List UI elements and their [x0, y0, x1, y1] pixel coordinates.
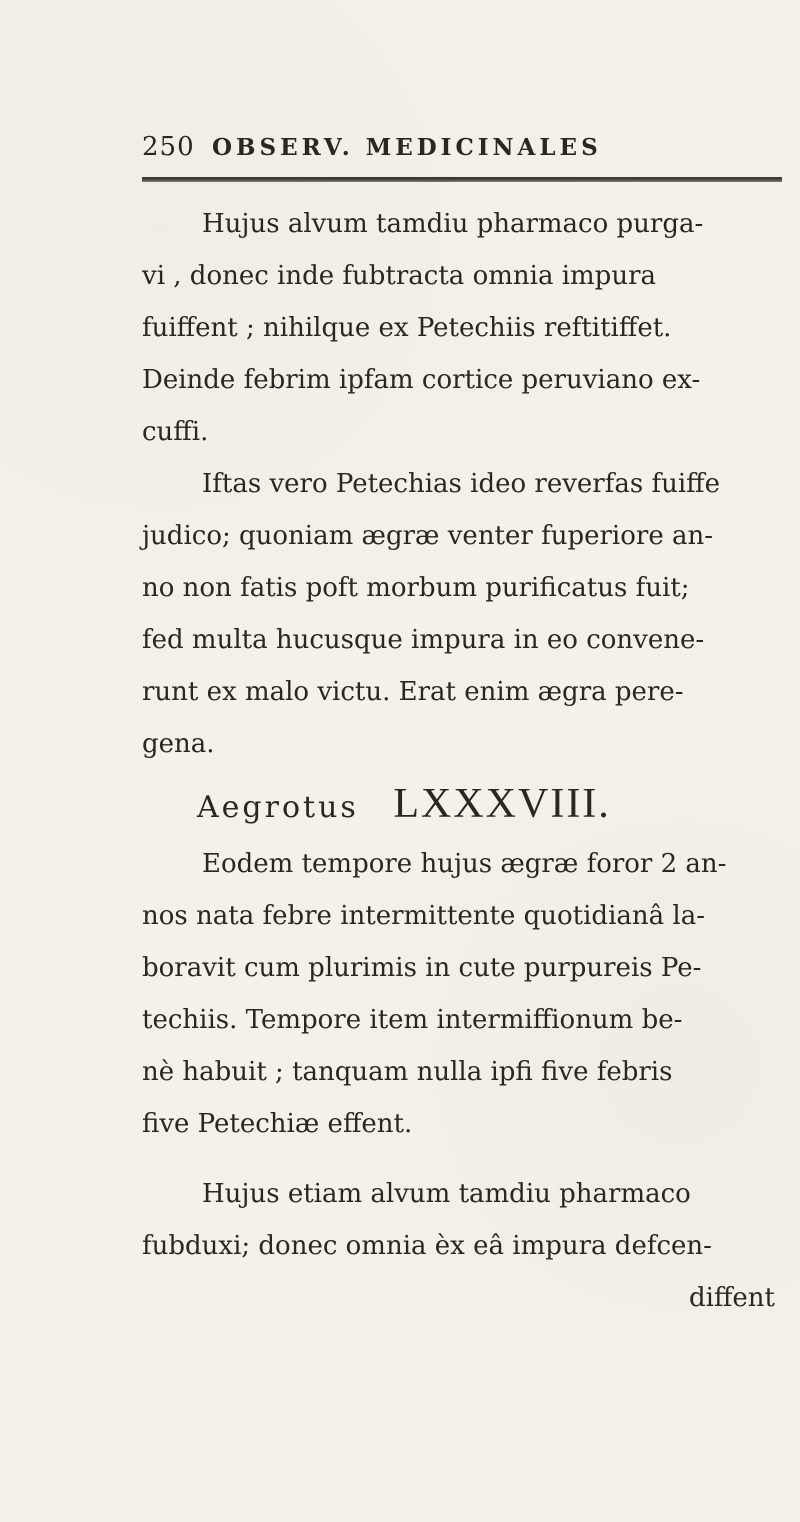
main-text — [142, 198, 787, 1324]
page-number: 250 — [142, 132, 195, 162]
paragraph-spacer — [142, 1150, 787, 1168]
text-line: Eodem tempore hujus ægræ foror 2 an- — [202, 849, 727, 879]
text-line: judico; quoniam ægræ venter fuperiore an- — [142, 521, 713, 551]
text-line: fuiffent ; nihilque ex Petechiis reftitiffet. — [142, 313, 672, 343]
heading-number: LXXXVIII. — [393, 781, 611, 827]
text-line: Deinde febrim ipfam cortice peruviano ex- — [142, 365, 701, 395]
text-line: boravit cum plurimis in cute purpureis Pe- — [142, 953, 702, 983]
text-line: five Petechiæ effent. — [142, 1109, 413, 1139]
section-heading — [142, 770, 787, 838]
catchword: diffent — [688, 1283, 775, 1313]
text-line: Hujus alvum tamdiu pharmaco purga- — [202, 209, 704, 239]
running-head: OBSERV. MEDICINALES — [212, 134, 602, 161]
heading-prefix: Aegrotus — [197, 790, 359, 825]
text-line: Hujus etiam alvum tamdiu pharmaco — [202, 1179, 691, 1209]
text-line: gena. — [142, 729, 215, 759]
text-line: vi , donec inde fubtracta omnia impura — [142, 261, 656, 291]
text-line: runt ex malo victu. Erat enim ægra pere- — [142, 677, 684, 707]
text-line: no non fatis poft morbum purificatus fuit; — [142, 573, 690, 603]
page-header — [142, 132, 782, 168]
text-line: cuffi. — [142, 417, 209, 447]
text-line: nè habuit ; tanquam nulla ipfi five febris — [142, 1057, 673, 1087]
text-line: nos nata febre intermittente quotidianâ la- — [142, 901, 705, 931]
header-rule — [142, 177, 782, 182]
text-line: Iftas vero Petechias ideo reverfas fuiffe — [202, 469, 721, 499]
text-line: techiis. Tempore item intermiffionum be- — [142, 1005, 683, 1035]
text-line: fubduxi; donec omnia èx eâ impura defcen- — [142, 1231, 712, 1261]
text-line: fed multa hucusque impura in eo convene- — [142, 625, 705, 655]
